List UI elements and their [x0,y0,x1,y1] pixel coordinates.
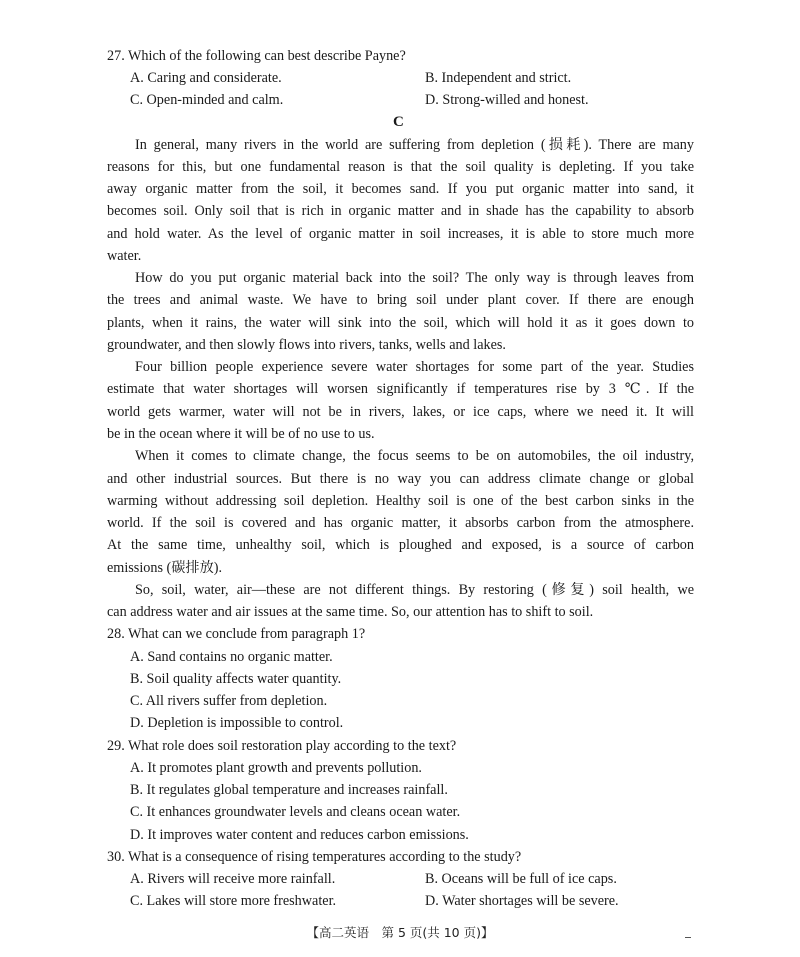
passage-line: be in the ocean where it will be of no use to us. [107,426,375,442]
section-heading: C [393,114,404,130]
passage-line: warming without addressing soil depletion. Healthy soil is one of the best carbon sinks in the [107,493,694,509]
passage-line: and other industrial sources. But there is no way you can address climate change or global [107,471,694,487]
q30-option-a: A. Rivers will receive more rainfall. [130,871,336,887]
passage-line: emissions (碳排放). [107,560,223,576]
passage-line: water. [107,248,142,264]
q30-question: 30. What is a consequence of rising temperatures according to the study? [107,849,522,865]
q27-option-a: A. Caring and considerate. [130,70,282,86]
passage-line: and hold water. As the level of organic matter in soil increases, it is able to store much more [107,226,694,242]
q28-option-c: C. All rivers suffer from depletion. [130,693,328,709]
passage-line: groundwater, and then slowly flows into rivers, tanks, wells and lakes. [107,337,506,353]
q29-option-d: D. It improves water content and reduces carbon emissions. [130,827,469,843]
passage-line: becomes soil. Only soil that is rich in organic matter and in shade has the capability to absorb [107,203,694,219]
q30-option-d: D. Water shortages will be severe. [425,893,619,909]
q29-question: 29. What role does soil restoration play according to the text? [107,738,457,754]
q27-option-d: D. Strong-willed and honest. [425,92,589,108]
passage-line: So, soil, water, air—these are not different things. By restoring (修复) soil health, we [135,582,694,598]
passage-line: can address water and air issues at the same time. So, our attention has to shift to soil. [107,604,594,620]
passage-line: How do you put organic material back into the soil? The only way is through leaves from [135,270,694,286]
passage-line: estimate that water shortages will worsen significantly if temperatures rise by 3 ℃. If the [107,381,694,397]
q28-option-d: D. Depletion is impossible to control. [130,715,344,731]
passage-line: reasons for this, but one fundamental reason is that the soil quality is depleting. If you take [107,159,694,175]
q30-option-b: B. Oceans will be full of ice caps. [425,871,617,887]
passage-line: the trees and animal waste. We have to bring soil under plant cover. If there are enough [107,292,694,308]
q30-option-c: C. Lakes will store more freshwater. [130,893,337,909]
q28-question: 28. What can we conclude from paragraph 1? [107,626,366,642]
passage-line: When it comes to climate change, the focus seems to be on automobiles, the oil industry, [135,448,694,464]
q29-option-b: B. It regulates global temperature and increases rainfall. [130,782,448,798]
q27-question: 27. Which of the following can best describe Payne? [107,48,406,64]
passage-line: world gets warmer, water will not be in rivers, lakes, or ice caps, where we need it. It will [107,404,694,420]
passage-line: At the same time, unhealthy soil, which is ploughed and exposed, is a source of carbon [107,537,694,553]
corner-mark [685,937,691,938]
passage-line: world. If the soil is covered and has organic matter, it absorbs carbon from the atmosphere. [107,515,694,531]
page-footer: 【高二英语 第 5 页(共 10 页)】 [306,925,494,940]
q29-option-c: C. It enhances groundwater levels and cleans ocean water. [130,804,461,820]
q29-option-a: A. It promotes plant growth and prevents pollution. [130,760,422,776]
q27-option-c: C. Open-minded and calm. [130,92,284,108]
q28-option-a: A. Sand contains no organic matter. [130,649,333,665]
passage-line: In general, many rivers in the world are suffering from depletion (损耗). There are many [135,137,694,153]
passage-line: away organic matter from the soil, it becomes sand. If you put organic matter into sand, it [107,181,694,197]
q27-option-b: B. Independent and strict. [425,70,572,86]
q28-option-b: B. Soil quality affects water quantity. [130,671,342,687]
passage-line: Four billion people experience severe water shortages for some part of the year. Studies [135,359,694,375]
passage-line: plants, when it rains, the water will sink into the soil, which will hold it as it goes down to [107,315,694,331]
